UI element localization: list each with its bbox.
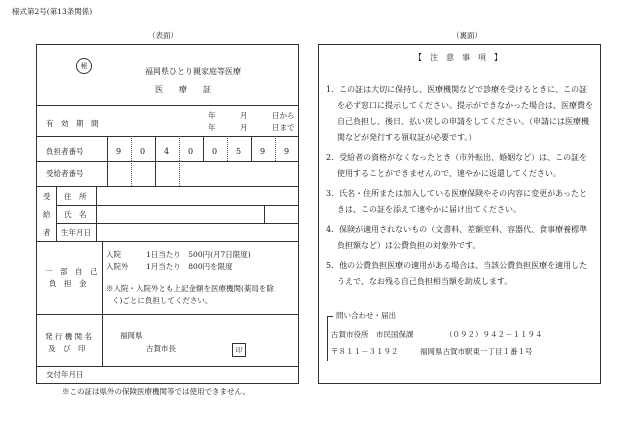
validity-year-to: 年 [208, 123, 216, 132]
note-4-line: 4．保険が適用されないもの（文書料、差額室料、容器代、食事療養標準 [326, 225, 588, 234]
note-1-line: を必ず窓口に提示してください。提示ができなかった場合は、医療費を [337, 101, 593, 110]
payer-digit: 4 [163, 147, 170, 156]
outpatient-label: 入院外 [106, 262, 129, 271]
copay-label: 一 部 自 己 [45, 267, 98, 276]
confidential-seal-icon: 秘 [76, 58, 92, 74]
copay-note: ※入院・入院外とも上記金額を医療機関(薬局を除 [106, 284, 274, 293]
inpatient-label: 入院 [106, 250, 121, 259]
front-side-label: （表面） [148, 31, 178, 40]
contact-postal: 〒８１１－３１９２ [331, 347, 399, 356]
issuer-mayor: 古賀市長 [146, 344, 176, 353]
payer-digit: 0 [187, 147, 194, 156]
payer-number-label: 負担者番号 [46, 147, 84, 156]
copay-note-2: く)ごとに負担してください。 [112, 296, 213, 305]
note-1-line: 1．この証は大切に保持し、医療機関などで診療を受けるときに、この証 [326, 85, 588, 94]
recipient-char: 者 [43, 228, 51, 237]
issue-date-label: 交付年月日 [46, 370, 84, 379]
validity-day-to: 日まで [272, 123, 295, 132]
contact-phone: （０９２）９４２－１１９４ [445, 330, 543, 339]
validity-label: 有 効 期 間 [46, 119, 99, 128]
validity-month-from: 月 [240, 111, 248, 120]
note-1-line: 自己負担し、後日、払い戻しの申請をしてください。（申請には医療機 [337, 117, 589, 126]
copay-label-2: 負 担 金 [49, 279, 87, 288]
note-3-line: 3．氏名・住所または加入している医療保険やその内容に変更があったと [326, 189, 588, 198]
contact-address: 福岡県古賀市駅東一丁目１番１号 [420, 347, 533, 356]
note-4-line: 負担額など）は公費負担の対象外です。 [337, 241, 481, 250]
payer-digit: 5 [235, 147, 242, 156]
address-label: 住 所 [64, 192, 87, 201]
payer-digit: 9 [283, 147, 290, 156]
form-id: 様式第2号(第13条関係) [12, 7, 93, 16]
outpatient-value: 1月当たり 800円を限度 [146, 262, 233, 271]
notes-header: 【 注 意 事 項 】 [414, 53, 502, 62]
note-1-line: 関などが発行する領収証が必要です。） [337, 133, 477, 142]
payer-digit: 9 [259, 147, 266, 156]
recipient-char: 給 [43, 210, 51, 219]
payer-digit: 0 [211, 147, 218, 156]
note-5-line: 5．他の公費負担医療の適用がある場合は、当該公費負担医療を適用した [326, 261, 588, 270]
note-5-line: うえで、なお残る自己負担相当額を助成します。 [337, 277, 513, 286]
payer-digit: 9 [115, 147, 122, 156]
issuer-prefecture: 福岡県 [120, 331, 143, 340]
contact-header: 問い合わせ・届出 [336, 311, 396, 320]
card-title: 福岡県ひとり親家庭等医療 [145, 67, 241, 76]
validity-day-from: 日から [272, 111, 295, 120]
dob-label: 生年月日 [61, 228, 91, 237]
name-label: 氏 名 [64, 210, 87, 219]
validity-month-to: 月 [240, 123, 248, 132]
payer-digit: 0 [139, 147, 146, 156]
note-2-line: 2．受給者の資格がなくなったとき（市外転出、婚姻など）は、この証を [326, 153, 588, 162]
recipient-number-label: 受給者番号 [46, 169, 84, 178]
note-2-line: 使用することができませんので、速やかに返還してください。 [337, 169, 561, 178]
validity-year-from: 年 [208, 111, 216, 120]
front-footer-note: ※この証は県外の保険医療機関等では使用できません。 [62, 387, 250, 396]
issuer-label-2: 及 び 印 [48, 344, 86, 353]
contact-office: 古賀市役所 市民国保課 [331, 330, 414, 339]
official-seal-icon: 印 [232, 343, 246, 357]
issuer-label: 発 行 機 関 名 [45, 332, 93, 341]
card-subtitle: 医 療 証 [155, 85, 211, 94]
recipient-char: 受 [43, 192, 51, 201]
back-side-label: （裏面） [452, 31, 482, 40]
inpatient-value: 1日当たり 500円(月7日限度) [146, 250, 251, 259]
note-3-line: きは、この証を添えて速やかに届け出てください。 [337, 205, 521, 214]
